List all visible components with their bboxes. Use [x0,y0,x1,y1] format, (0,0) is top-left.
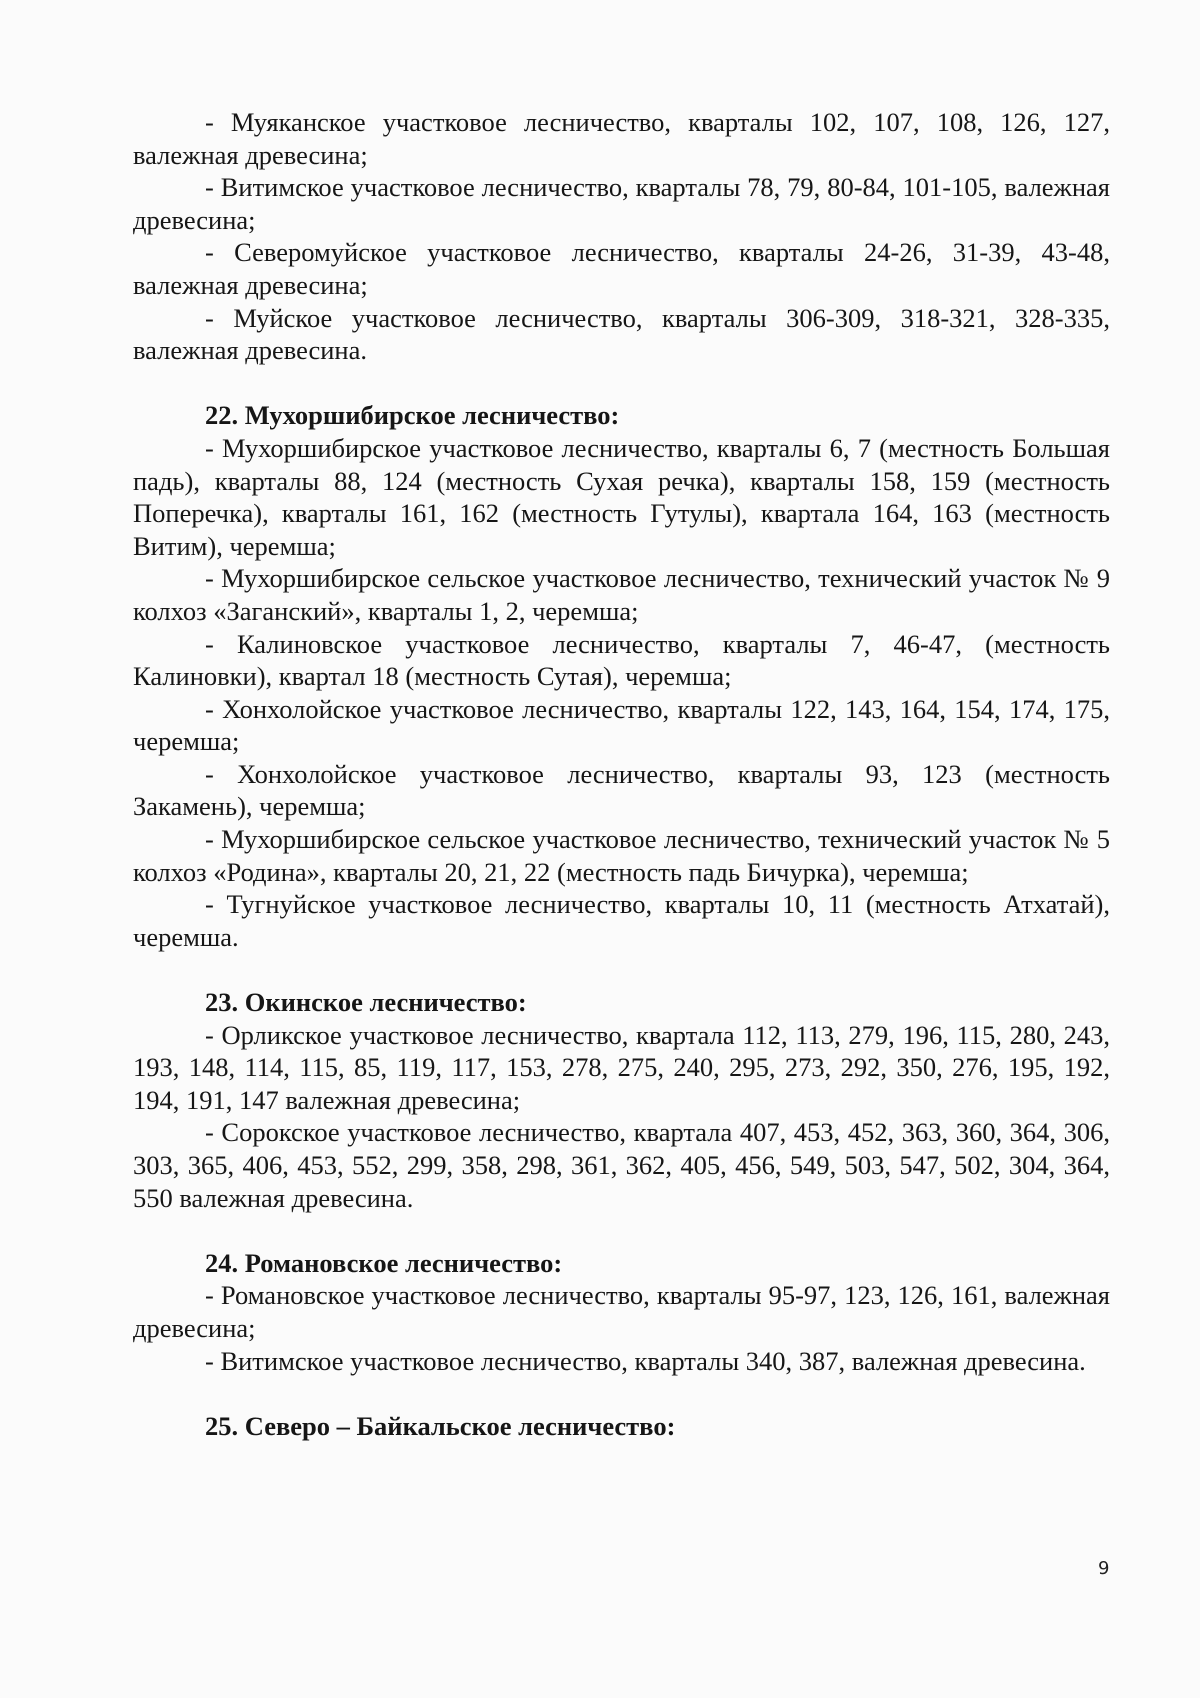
section-heading: 22. Мухоршибирское лесничество: [205,400,620,431]
list-item: - Сорокское участковое лесничество, квартала 407, 453, 452, 363, 360, 364, 306, 303, 365, 406, 453, 552, 299, 358, 298, 361, 362, 405, 456, 549, 503, 547, 502, 304, 364, 550 валежная древесина. [133,1117,1110,1213]
page-number: 9 [1098,1558,1110,1579]
section-mukhorshibirskoe [133,399,1110,953]
list-item: - Романовское участковое лесничество, кварталы 95-97, 123, 126, 161, валежная древесина; [133,1280,1110,1343]
list-item: - Мухоршибирское сельское участковое лесничество, технический участок № 9 колхоз «Заганский», кварталы 1, 2, черемша; [133,563,1110,626]
list-item: - Мухоршибирское участковое лесничество, кварталы 6, 7 (местность Большая падь), кварталы 88, 124 (местность Сухая речка), кварталы 158, 159 (местность Поперечка), кварталы 161, 162 (местность Гутулы), квартала 164, 163 (местность Витим), черемша; [133,432,1110,561]
list-item: - Муйское участковое лесничество, кварталы 306-309, 318-321, 328-335, валежная древесина. [133,302,1110,366]
list-item: - Орликское участковое лесничество, квартала 112, 113, 279, 196, 115, 280, 243, 193, 148, 114, 115, 85, 119, 117, 153, 278, 275, 240, 295, 273, 292, 350, 276, 195, 192, 194, 191, 147 валежная древесина; [133,1019,1110,1115]
section-heading: 24. Романовское лесничество: [205,1247,563,1278]
list-item: - Калиновское участковое лесничество, кварталы 7, 46-47, (местность Калиновки), квартал 18 (местность Сутая), черемша; [133,628,1110,692]
intro-list [133,106,1110,367]
section-heading: 23. Окинское лесничество: [205,987,527,1018]
section-heading: 25. Северо – Байкальское лесничество: [205,1410,676,1441]
list-item: - Хонхолойское участковое лесничество, кварталы 122, 143, 164, 154, 174, 175, черемша; [133,693,1110,757]
section-okinskoe [133,986,1110,1214]
list-item: - Северомуйское участковое лесничество, кварталы 24-26, 31-39, 43-48, валежная древесина; [133,237,1110,300]
section-romanovskoe [133,1247,1110,1377]
section-severo-baikalskoe [133,1410,1110,1443]
list-item: - Витимское участковое лесничество, кварталы 78, 79, 80-84, 101-105, валежная древесина; [133,172,1110,235]
list-item: - Хонхолойское участковое лесничество, кварталы 93, 123 (местность Закамень), черемша; [133,758,1110,822]
list-item: - Мухоршибирское сельское участковое лесничество, технический участок № 5 колхоз «Родина», кварталы 20, 21, 22 (местность падь Бичурка), черемша; [133,824,1110,887]
list-item: - Муяканское участковое лесничество, кварталы 102, 107, 108, 126, 127, валежная древесина; [133,107,1110,170]
list-item: - Витимское участковое лесничество, кварталы 340, 387, валежная древесина. [205,1345,1086,1376]
document-body [133,106,1110,1442]
list-item: - Тугнуйское участковое лесничество, кварталы 10, 11 (местность Атхатай), черемша. [133,889,1110,952]
